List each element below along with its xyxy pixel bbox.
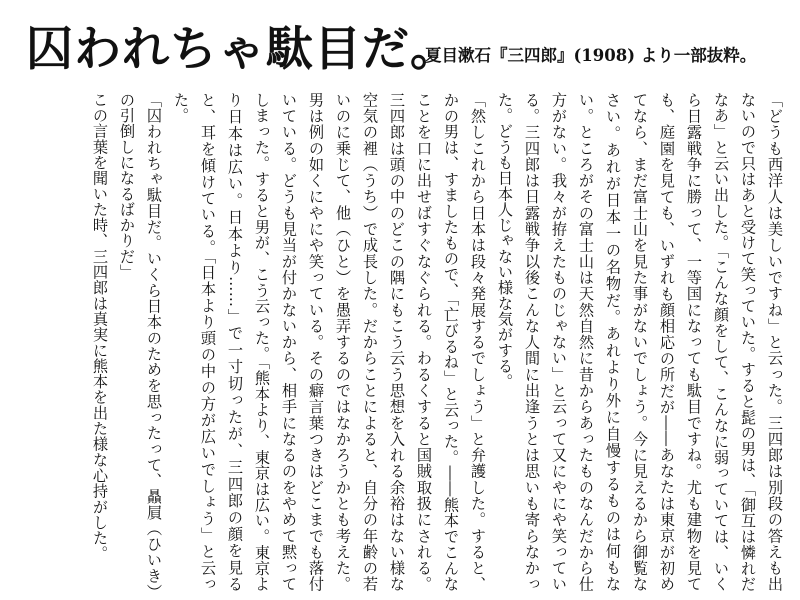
paragraph-1: 「どうも西洋人は美しいですね」と云った。三四郎は別段の答えも出ないので只はあと受けて笑っていた。すると髭の男は、「御互は憐れだなあ」と云い出した。「こんな顔をして、こんなに弱っていては、いくら日露戦争に勝って、一等国になっても駄目ですね。尤も建物を見ても、庭園を見ても、いずれも顔相応の所だが――あなたは東京が初めてなら、まだ富士山を見た事がないでしょう。今に見えるから御覧なさい。あれが日本一の名物だ。あれより外に自慢するものは何もない。ところがその富士山は天然自然に昔からあったものなんだから仕方がない。我々が拵えたものじゃない」と云って又にやにや笑っている。三四郎は日露戦争以後こんな人間に出逢うとは思いも寄らなかった。どうも日本人じゃない様な気がする。 (496, 92, 784, 592)
paragraph-3: 「囚われちゃ駄目だ。いくら日本のためを思ったって、贔屓（ひいき）の引倒しになるばかりだ」 (118, 92, 163, 592)
source-citation: 夏目漱石『三四郎』(1908) より一部抜粋。 (425, 46, 757, 65)
paragraph-2: 「然しこれから日本は段々発展するでしょう」と弁護した。すると、かの男は、すましたもので、「亡びるね」と云った。――熊本でこんなことを口に出せばすぐなぐられる。わるくすると国賊取扱にされる。三四郎は頭の中のどこの隅にもこう云う思想を入れる余裕はない様な空気の裡（うち）で成長した。だからことによると、自分の年齢の若いのに乗じて、他（ひと）を愚弄するのではなかろうかとも考えた。男は例の如くにやにや笑っている。その癖言葉つきはどこまでも落付いている。どうも見当が付かないから、相手になるのをやめて黙ってしまった。すると男が、こう云った。「熊本より、東京は広い。東京より日本は広い。日本より……」で一寸切ったが、三四郎の顔を見ると、耳を傾けている。「日本より頭の中の方が広いでしょう」と云った。 (172, 92, 487, 592)
paragraph-4: この言葉を聞いた時、三四郎は真実に熊本を出た様な心持がした。 (91, 92, 109, 562)
page-title: 囚われちゃ駄目だ。 (26, 22, 458, 77)
body-text (12, 92, 788, 592)
